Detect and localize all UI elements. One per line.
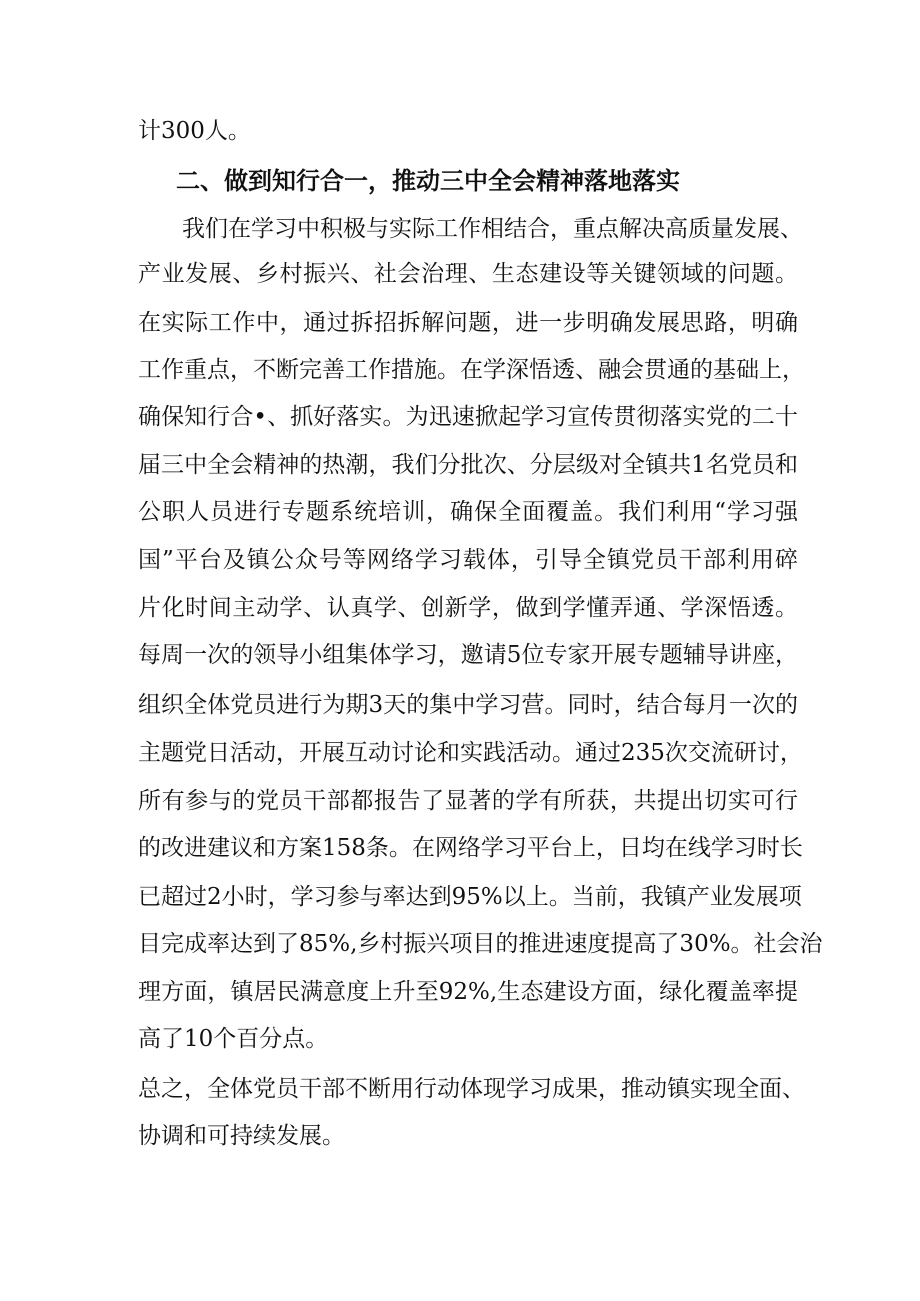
paragraph-line: 公职人员进行专题系统培训，确保全面覆盖。我们利用“学习强 <box>138 499 798 525</box>
paragraph-line: 已超过2小时，学习参与率达到95%以上。当前，我镇产业发展项 <box>138 884 802 910</box>
paragraph-line: 所有参与的党员干部都报告了显著的学有所获，共提出切实可行 <box>138 788 798 814</box>
paragraph-line: 每周一次的领导小组集体学习，邀请5位专家开展专题辅导讲座， <box>138 642 798 668</box>
conclusion-line: 协调和可持续发展。 <box>138 1123 345 1149</box>
paragraph-line: 我们在学习中积极与实际工作相结合，重点解决高质量发展、 <box>182 216 803 242</box>
paragraph-line: 片化时间主动学、认真学、创新学，做到学懂弄通、学深悟透。 <box>138 595 798 621</box>
paragraph-line: 理方面，镇居民满意度上升至92%,生态建设方面，绿化覆盖率提 <box>138 979 798 1005</box>
paragraph-line: 的改进建议和方案158条。在网络学习平台上，日均在线学习时长 <box>138 835 803 861</box>
paragraph-line: 国”平台及镇公众号等网络学习载体，引导全镇党员干部利用碎 <box>138 547 798 573</box>
conclusion-line: 总之，全体党员干部不断用行动体现学习成果，推动镇实现全面、 <box>138 1076 805 1102</box>
paragraph-line: 产业发展、乡村振兴、社会治理、生态建设等关键领域的问题。 <box>138 261 798 287</box>
paragraph-line: 届三中全会精神的热潮，我们分批次、分层级对全镇共1名党员和 <box>138 452 798 478</box>
paragraph-line: 组织全体党员进行为期3天的集中学习营。同时，结合每月一次的 <box>138 692 798 718</box>
section-heading: 二、做到知行合一，推动三中全会精神落地落实 <box>176 167 680 195</box>
paragraph-line: 在实际工作中，通过拆招拆解问题，进一步明确发展思路，明确 <box>138 310 798 336</box>
paragraph-line: 主题党日活动，开展互动讨论和实践活动。通过235次交流研讨， <box>138 740 803 766</box>
paragraph-line: 确保知行合•、抓好落实。为迅速掀起学习宣传贯彻落实党的二十 <box>138 404 798 430</box>
paragraph-line: 目完成率达到了85%,乡村振兴项目的推进速度提高了30%。社会治 <box>138 931 823 957</box>
paragraph-line: 工作重点，不断完善工作措施。在学深悟透、融会贯通的基础上， <box>138 357 805 383</box>
paragraph-line: 高了10个百分点。 <box>138 1026 329 1052</box>
intro-tail-line: 计300人。 <box>138 118 251 144</box>
